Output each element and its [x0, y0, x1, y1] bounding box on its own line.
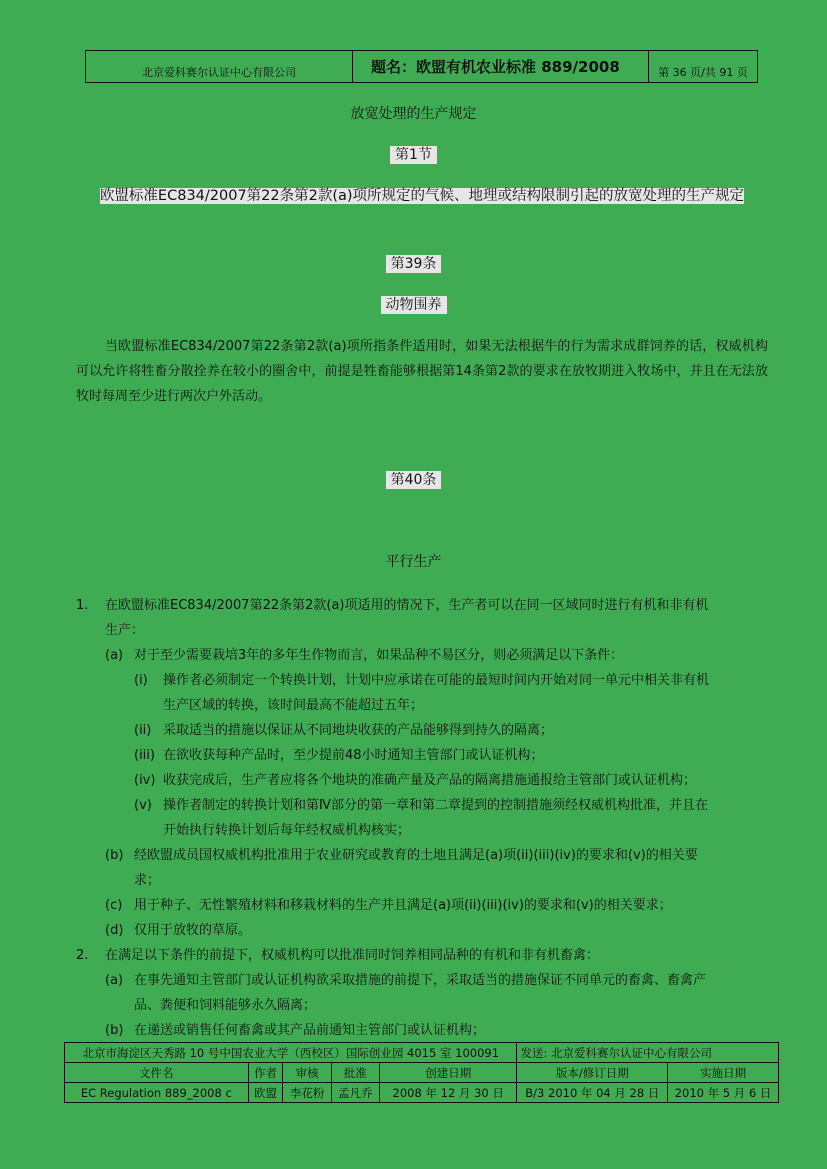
article-39-label: 第39条 [0, 253, 827, 273]
header-page-number: 第 36 页/共 91 页 [658, 66, 748, 79]
footer-header-cell: 批准 [331, 1063, 379, 1083]
list-item-text: 在事先通知主管部门或认证机构欲采取措施的前提下，采取适当的措施保证不同单元的畜禽、畜禽产 [134, 973, 707, 988]
list-item-text: 仅用于放牧的草原。 [134, 923, 252, 938]
section-heading: 欧盟标准EC834/2007第22条第2款(a)项所规定的气候、地理或结构限制引起的放宽处理的生产规定 [99, 188, 745, 204]
list-item-text: 在欧盟标准EC834/2007第22条第2款(a)项适用的情况下，生产者可以在同一区域同时进行有机和非有机 [105, 598, 709, 613]
list-item-text: 开始执行转换计划后每年经权威机构核实； [163, 823, 411, 838]
list-marker: (a) [105, 973, 124, 988]
list-item-text: 采取适当的措施以保证从不同地块收获的产品能够得到持久的隔离； [163, 723, 554, 738]
list-marker: 2. [76, 948, 89, 963]
header-company: 北京爱科赛尔认证中心有限公司 [86, 51, 353, 82]
list-item-text: 用于种子、无性繁殖材料和移栽材料的生产并且满足(a)项(ii)(iii)(iv)的要求和(v)的相关要求； [134, 898, 672, 913]
article-40-title: 平行生产 [385, 554, 442, 570]
article-39-body: 当欧盟标准EC834/2007第22条第2款(a)项所指条件适用时，如果无法根据牛的行为需求成群饲养的话，权威机构可以允许将牲畜分散拴养在较小的圈舍中，前提是牲畜能够根据第14条第2款的要求在放牧期进入牧场中，并且在无法放牧时每周至少进行两次户外活动。 [76, 339, 768, 404]
footer-value-cell: EC Regulation 889_2008 c [65, 1083, 249, 1103]
list-marker: 1. [76, 598, 89, 613]
footer-header-cell: 实施日期 [668, 1063, 779, 1083]
footer-value-cell: 2010 年 5 月 6 日 [668, 1083, 779, 1103]
footer-value-cell: 欧盟 [248, 1083, 283, 1103]
list-item-text: 在欲收获每种产品时，至少提前48小时通知主管部门或认证机构； [163, 748, 544, 763]
header-title: 题名：欧盟有机农业标准 889/2008 [353, 51, 649, 82]
footer-value-cell: 孟凡乔 [331, 1083, 379, 1103]
list-marker: (d) [105, 923, 124, 938]
list-marker: (v) [134, 798, 152, 813]
list-item-text: 生产区域的转换，该时间最高不能超过五年； [163, 698, 424, 713]
page-header [85, 50, 758, 83]
list-marker: (c) [105, 898, 123, 913]
list-item-text: 经欧盟成员国权威机构批准用于农业研究或教育的土地且满足(a)项(ii)(iii)(iv)的要求和(v)的相关要 [134, 848, 698, 863]
document-footer-table [64, 1042, 779, 1103]
footer-header-cell: 创建日期 [379, 1063, 517, 1083]
list-item-text: 在递送或销售任何畜禽或其产品前通知主管部门或认证机构； [134, 1023, 486, 1038]
list-item-text: 求； [134, 873, 161, 888]
footer-value-cell: 2008 年 12 月 30 日 [379, 1083, 517, 1103]
footer-header-cell: 文件名 [65, 1063, 249, 1083]
section-title: 放宽处理的生产规定 [350, 106, 477, 122]
article-39-title: 动物围养 [0, 294, 827, 314]
list-item-text: 在满足以下条件的前提下，权威机构可以批准同时饲养相同品种的有机和非有机畜禽： [105, 948, 600, 963]
list-item-text: 品、粪便和饲料能够永久隔离； [134, 998, 317, 1013]
list-marker: (iv) [134, 773, 156, 788]
footer-header-cell: 审核 [283, 1063, 331, 1083]
footer-value-cell: B/3 2010 年 04 月 28 日 [517, 1083, 668, 1103]
list-marker: (iii) [134, 748, 155, 763]
list-item-text: 对于至少需要栽培3年的多年生作物而言，如果品种不易区分，则必须满足以下条件： [134, 648, 624, 663]
section-label: 第1节 [0, 144, 827, 164]
footer-address: 北京市海淀区天秀路 10 号中国农业大学（西校区）国际创业园 4015 室 100091 [65, 1043, 517, 1063]
list-marker: (i) [134, 673, 148, 688]
list-item-text: 生产： [105, 623, 145, 638]
footer-header-cell: 版本/修订日期 [517, 1063, 668, 1083]
list-item-text: 操作者必须制定一个转换计划，计划中应承诺在可能的最短时间内开始对同一单元中相关非有机 [163, 673, 710, 688]
list-item-text: 操作者制定的转换计划和第Ⅳ部分的第一章和第二章提到的控制措施须经权威机构批准，并且在 [163, 798, 708, 813]
list-marker: (ii) [134, 723, 152, 738]
footer-issued: 发送: 北京爱科赛尔认证中心有限公司 [517, 1043, 779, 1063]
footer-value-cell: 李花粉 [283, 1083, 331, 1103]
list-marker: (b) [105, 1023, 124, 1038]
article-40-label: 第40条 [0, 469, 827, 489]
list-marker: (b) [105, 848, 124, 863]
list-item-text: 收获完成后，生产者应将各个地块的准确产量及产品的隔离措施通报给主管部门或认证机构； [163, 773, 697, 788]
list-marker: (a) [105, 648, 124, 663]
footer-header-cell: 作者 [248, 1063, 283, 1083]
